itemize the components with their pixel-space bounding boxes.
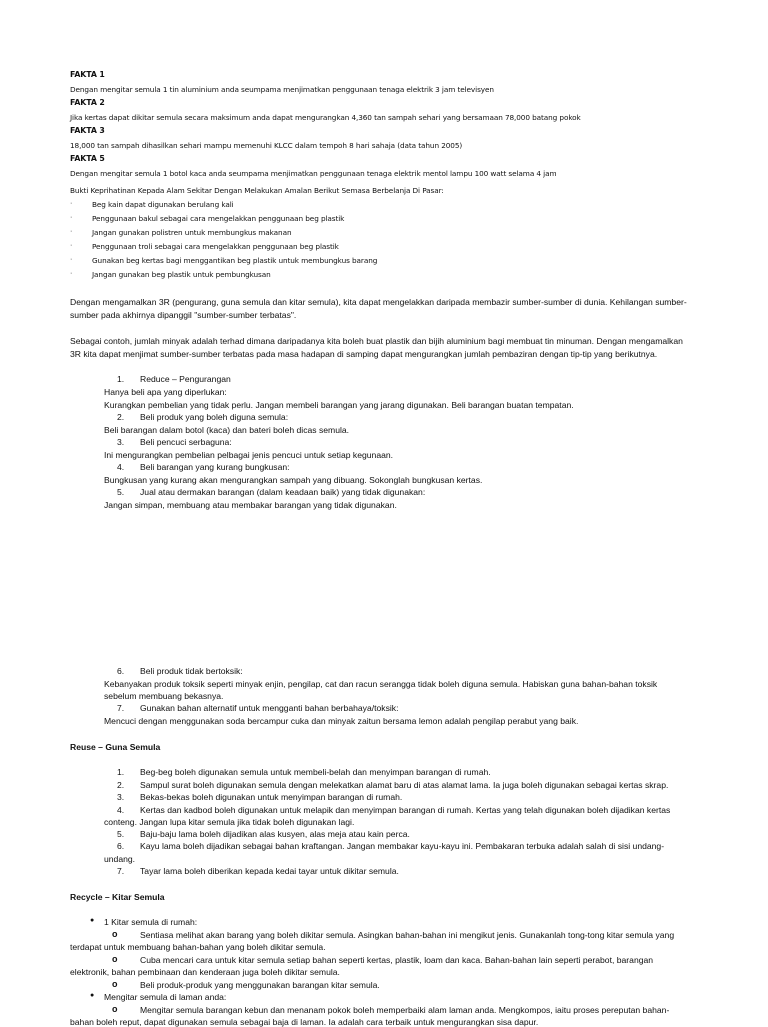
reuse-item: Kertas dan kadbod boleh digunakan untuk melapik dan menyimpan barangan di rumah. Kertas yang telah digunakan boleh dijadikan kertas [140,805,671,815]
sub-bullet-icon: o [112,929,118,939]
recycle-sub-item: Cuba mencari cara untuk kitar semula setiap bahan seperti kertas, plastik, loam dan kaca. Bahan-bahan lain seperti perabot, barangan [140,955,654,965]
bukti-item: Penggunaan bakul sebagai cara mengelakkan penggunaan beg plastik [92,214,345,223]
reduce-body: Bungkusan yang kurang akan mengurangkan sampah yang dibuang. Sokonglah bungkusan kertas. [104,475,483,485]
fakta-3-title: FAKTA 3 [70,126,105,135]
reuse-item: Baju-baju lama boleh dijadikan alas kusyen, alas meja atau kain perca. [140,829,410,839]
reuse-num: 3. [117,792,125,802]
reuse-item-cont: conteng. Jangan lupa kitar semula jika tidak boleh digunakan lagi. [104,817,355,827]
bullet-dot: · [70,214,73,221]
reuse-item: Tayar lama boleh diberikan kepada kedai tayar untuk dikitar semula. [140,866,399,876]
recycle-sub-item: Sentiasa melihat akan barang yang boleh dikitar semula. Asingkan bahan-bahan ini mengikut jenis. Gunakanlah tong-tong kitar semula yang [140,930,675,940]
reduce-body: Jangan simpan, membuang atau membakar barangan yang tidak digunakan. [104,500,397,510]
reuse-item: Beg-beg boleh digunakan semula untuk membeli-belah dan menyimpan barangan di rumah. [140,767,491,777]
bullet-dot: · [70,270,73,277]
fakta-5-text: Dengan mengitar semula 1 botol kaca anda seumpama menjimatkan penggunaan tenaga elektrik mentol lampu 100 watt selama 4 jam [70,169,557,178]
bukti-intro: Bukti Keprihatinan Kepada Alam Sekitar Dengan Melakukan Amalan Berikut Semasa Berbelanja Di Pasar: [70,186,444,195]
reuse-item-cont: undang. [104,854,136,864]
bukti-item: Gunakan beg kertas bagi menggantikan beg plastik untuk membungkus barang [92,256,378,265]
recycle-item: 1 Kitar semula di rumah: [104,917,198,927]
para2-line2: 3R kita dapat menjimat sumber-sumber terbatas pada masa hadapan di samping dapat mengurangkan jumlah pembaziran dengan tip-tip yang berikutnya. [70,349,658,359]
recycle-sub-item-cont: bahan boleh reput, dapat digunakan semula sebagai baja di laman. Ia adalah cara terbaik untuk mengurangkan sisa dapur. [70,1017,539,1027]
sub-bullet-icon: o [112,954,118,964]
recycle-sub-item: Mengitar semula barangan kebun dan menanam pokok boleh memperbaiki alam laman anda. Mengkompos, iaitu proses pereputan bahan- [140,1005,670,1015]
reduce-num: 7. [117,703,125,713]
reuse-item: Sampul surat boleh digunakan semula dengan melekatkan alamat baru di atas alamat lama. Ia juga boleh digunakan sebagai kertas skrap. [140,780,669,790]
reuse-num: 6. [117,841,125,851]
bukti-item: Jangan gunakan beg plastik untuk pembungkusan [92,270,271,279]
bukti-item: Beg kain dapat digunakan berulang kali [92,200,234,209]
para1-line1: Dengan mengamalkan 3R (pengurang, guna semula dan kitar semula), kita dapat mengelakkan daripada membazir sumber-sumber di dunia. Kehilangan sumber- [70,297,687,307]
reduce-heading: Beli barangan yang kurang bungkusan: [140,462,290,472]
reuse-num: 2. [117,780,125,790]
fakta-1-title: FAKTA 1 [70,70,105,79]
reduce-heading: Jual atau dermakan barangan (dalam keadaan baik) yang tidak digunakan: [140,487,426,497]
reduce-num: 1. [117,374,125,384]
recycle-sub-item: Beli produk-produk yang menggunakan barangan kitar semula. [140,980,380,990]
bullet-icon: ● [90,992,95,999]
reduce-heading: Beli pencuci serbaguna: [140,437,232,447]
fakta-1-text: Dengan mengitar semula 1 tin aluminium anda seumpama menjimatkan penggunaan tenaga elektrik 3 jam televisyen [70,85,494,94]
sub-bullet-icon: o [112,1004,118,1014]
reduce-body: Kebanyakan produk toksik seperti minyak enjin, pengilap, cat dan racun serangga tidak boleh diguna semula. Habiskan guna bahan-bahan toksik [104,679,658,689]
bullet-dot: · [70,256,73,263]
reduce-heading: Reduce – Pengurangan [140,374,231,384]
reduce-num: 4. [117,462,125,472]
bullet-dot: · [70,200,73,207]
reduce-num: 6. [117,666,125,676]
reduce-heading: Beli produk yang boleh diguna semula: [140,412,289,422]
reduce-body: Ini mengurangkan pembelian pelbagai jenis pencuci untuk setiap kegunaan. [104,450,394,460]
reduce-body: Beli barangan dalam botol (kaca) dan bateri boleh dicas semula. [104,425,350,435]
recycle-sub-item-cont: terdapat untuk membuang bahan-bahan yang boleh dikitar semula. [70,942,326,952]
recycle-heading: Recycle – Kitar Semula [70,892,165,902]
fakta-5-title: FAKTA 5 [70,154,105,163]
reuse-item: Kayu lama boleh dijadikan sebagai bahan kraftangan. Jangan membakar kayu-kayu ini. Pembakaran terbuka adalah salah di sisi undang- [140,841,665,851]
fakta-2-title: FAKTA 2 [70,98,105,107]
reduce-body: Kurangkan pembelian yang tidak perlu. Jangan membeli barangan yang jarang digunakan. Beli barangan buatan tempatan. [104,400,574,410]
fakta-2-text: Jika kertas dapat dikitar semula secara maksimum anda dapat mengurangkan 4,360 tan sampah sehari yang bersamaan 78,000 batang pokok [70,113,581,122]
sub-bullet-icon: o [112,979,118,989]
reduce-body: sebelum membuang bekasnya. [104,691,224,701]
reduce-num: 5. [117,487,125,497]
bukti-item: Penggunaan troli sebagai cara mengelakkan penggunaan beg plastik [92,242,339,251]
reuse-num: 7. [117,866,125,876]
fakta-3-text: 18,000 tan sampah dihasilkan sehari mampu memenuhi KLCC dalam tempoh 8 hari sahaja (data tahun 2005) [70,141,463,150]
reuse-num: 5. [117,829,125,839]
reuse-num: 1. [117,767,125,777]
reuse-item: Bekas-bekas boleh digunakan untuk menyimpan barangan di rumah. [140,792,403,802]
recycle-item: Mengitar semula di laman anda: [104,992,227,1002]
bukti-item: Jangan gunakan polistren untuk membungkus makanan [92,228,292,237]
reduce-num: 3. [117,437,125,447]
reduce-body: Hanya beli apa yang diperlukan: [104,387,227,397]
para1-line2: sumber pada akhirnya dipanggil "sumber-sumber terbatas". [70,310,297,320]
para2-line1: Sebagai contoh, jumlah minyak adalah terhad dimana daripadanya kita boleh buat plastik dan bijih aluminium bagi membuat tin minuman. Dengan mengamalkan [70,336,683,346]
bullet-dot: · [70,228,73,235]
reuse-heading: Reuse – Guna Semula [70,742,161,752]
bullet-icon: ● [90,917,95,924]
bullet-dot: · [70,242,73,249]
reduce-heading: Gunakan bahan alternatif untuk mengganti bahan berbahaya/toksik: [140,703,399,713]
recycle-sub-item-cont: elektronik, bahan pembinaan dan kenderaan juga boleh dikitar semula. [70,967,340,977]
reduce-heading: Beli produk tidak bertoksik: [140,666,243,676]
reuse-num: 4. [117,805,125,815]
reduce-num: 2. [117,412,125,422]
reduce-body: Mencuci dengan menggunakan soda bercampur cuka dan minyak zaitun bersama lemon adalah pengilap perabut yang baik. [104,716,579,726]
